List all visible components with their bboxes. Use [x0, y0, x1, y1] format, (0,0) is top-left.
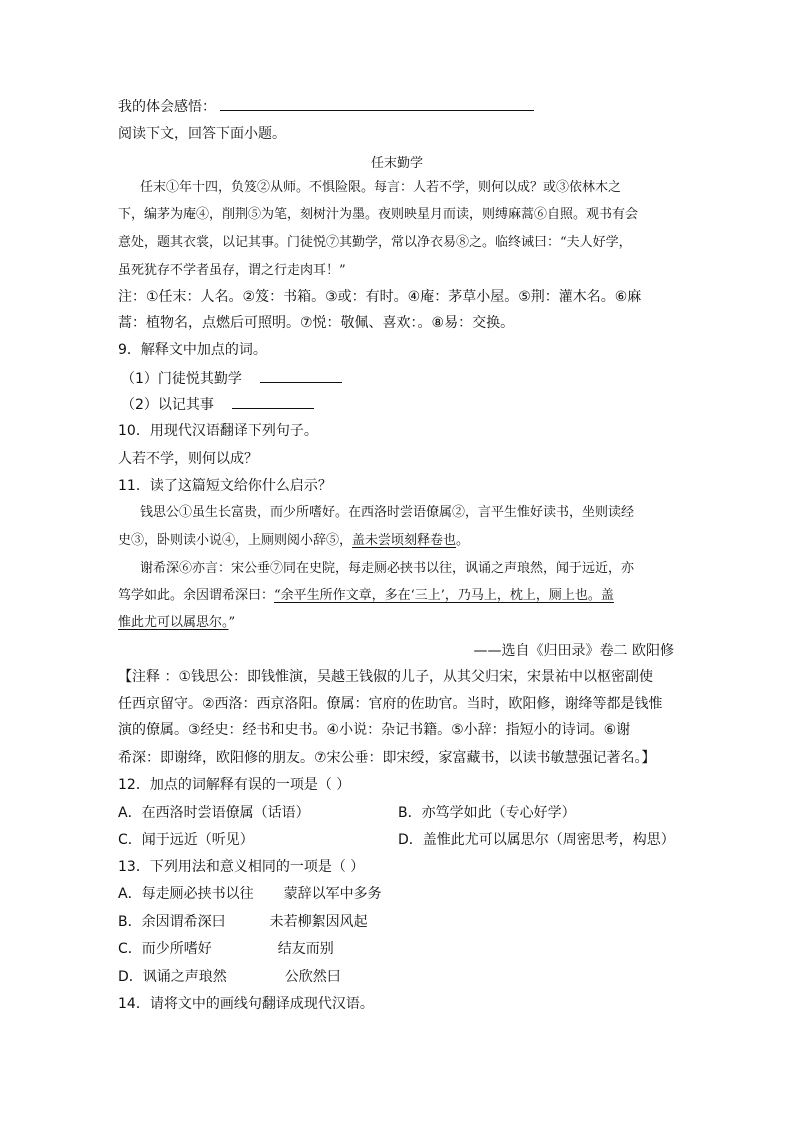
q13-option-d-left: D．讽诵之声琅然: [118, 969, 227, 985]
passage2-p1-line-2-end: 。: [456, 533, 470, 548]
q13-option-c-left: C．而少所嗜好: [118, 941, 212, 957]
underlined-sentence-2a: “余平生所作文章，多在‘三上’，乃马上，枕上，厕上也。盖: [274, 588, 614, 603]
passage2-p2-line-3-end: ”: [228, 615, 236, 630]
passage2-p1-line-2: [118, 531, 469, 551]
notes2-line-3: 演的僚属。③经史：经书和史书。④小说：杂记书籍。⑤小辞：指短小的诗词。⑥谢: [118, 722, 631, 738]
q14-stem: 14．请将文中的画线句翻译成现代汉语。: [118, 996, 374, 1012]
passage2-p2-line-2: [118, 586, 614, 606]
passage1-line-1: 任末①年十四，负笈②从师。不惧险限。每言：人若不学，则何以成？或③依林木之: [140, 180, 622, 195]
passage1-line-2: 下，编茅为庵④，削荆⑤为笔，刻树汁为墨。夜则映星月而读，则缚麻蒿⑥自照。观书有会: [118, 207, 639, 222]
q13-option-a-right: 蒙辞以军中多务: [283, 886, 382, 902]
underlined-sentence-2b: 惟此尤可以属思尔。: [118, 615, 229, 630]
passage2-p1-line-2-text: 史③，卧则读小说④，上厕则阅小辞⑤，: [118, 533, 353, 548]
q9-item-1-blank[interactable]: [260, 368, 342, 383]
q12-option-b[interactable]: B．亦笃学如此（专心好学）: [398, 805, 576, 821]
passage2-p2-line-2-text: 笃学如此。余因谓希深曰：: [118, 588, 275, 603]
q9-stem: 9．解释文中加点的词。: [118, 342, 267, 358]
passage2-p2-line-3: [118, 613, 235, 633]
q13-option-c-right: 结友而别: [277, 941, 334, 957]
underlined-sentence-1: 盖未尝顷刻释卷也: [352, 533, 457, 548]
q13-option-b[interactable]: [118, 912, 368, 932]
reflection-line: [118, 96, 534, 117]
q13-option-c[interactable]: [118, 939, 334, 959]
q13-option-a-left: A．每走厕必挟书以往: [118, 886, 254, 902]
q13-option-b-left: B．余因谓希深曰: [118, 914, 226, 930]
q13-option-d-right: 公欣然曰: [284, 969, 341, 985]
notes2-line-1: 【注释 ：①钱思公：即钱惟演，吴越王钱俶的儿子，从其父归宋，宋景祐中以枢密副使: [118, 669, 653, 685]
q13-option-b-right: 未若柳絮因风起: [269, 914, 368, 930]
passage1-note-1: 注：①任末：人名。②笈：书箱。③或：有时。④庵：茅草小屋。⑤荆：灌木名。⑥麻: [118, 289, 642, 305]
intro-1: 阅读下文，回答下面小题。: [118, 126, 286, 142]
q13-stem: 13．下列用法和意义相同的一项是（ ）: [118, 859, 365, 875]
passage2-p1-line-1: 钱思公①虽生长富贵，而少所嗜好。在西洛时尝语僚属②，言平生惟好读书，坐则读经: [140, 505, 635, 520]
q13-option-d[interactable]: [118, 967, 341, 987]
q12-stem: 12．加点的词解释有误的一项是（ ）: [118, 777, 351, 793]
passage1-line-4: 虽死犹存不学者虽存，谓之行走肉耳！”: [118, 263, 346, 278]
passage1-line-3: 意处，题其衣裳，以记其事。门徒悦⑦其勤学，常以净衣易⑧之。临终诫曰：“夫人好学，: [118, 235, 632, 250]
passage1-note-2: 蒿：植物名，点燃后可照明。⑦悦：敬佩、喜欢：。⑧易：交换。: [118, 315, 515, 331]
notes2-line-4: 希深：即谢绛，欧阳修的朋友。⑦宋公垂：即宋绶，家富藏书，以读书敏慧强记著名。】: [118, 750, 656, 766]
notes2-line-2: 任西京留守。②西洛：西京洛阳。僚属：官府的佐助官。当时，欧阳修，谢绛等都是钱惟: [118, 696, 663, 712]
q9-item-2-text: （2）以记其事: [121, 397, 214, 413]
q12-option-a[interactable]: A．在西洛时尝语僚属（话语）: [118, 805, 310, 821]
reflection-label: 我的体会感悟：: [118, 99, 216, 115]
passage2-source: ——选自《归田录》卷二 欧阳修: [473, 643, 674, 659]
q9-item-2-blank[interactable]: [232, 394, 314, 409]
q12-option-c[interactable]: C．闻于远近（听见）: [118, 832, 254, 848]
passage2-p2-line-1: 谢希深⑥亦言：宋公垂⑦同在史院，每走厕必挟书以往，讽诵之声琅然，闻于远近，亦: [140, 561, 635, 576]
q9-item-1: [121, 368, 342, 389]
q10-stem: 10．用现代汉语翻译下列句子。: [118, 423, 318, 439]
q9-item-2: [121, 394, 314, 415]
passage1-title: 任末勤学: [370, 156, 423, 171]
q12-option-d[interactable]: D．盖惟此尤可以属思尔（周密思考，构思）: [398, 832, 675, 848]
reflection-blank[interactable]: [220, 96, 534, 111]
q9-item-1-text: （1）门徒悦其勤学: [121, 371, 242, 387]
q11-stem: 11．读了这篇短文给你什么启示？: [118, 478, 332, 494]
q13-option-a[interactable]: [118, 884, 382, 904]
q10-sentence: 人若不学，则何以成？: [118, 451, 258, 467]
